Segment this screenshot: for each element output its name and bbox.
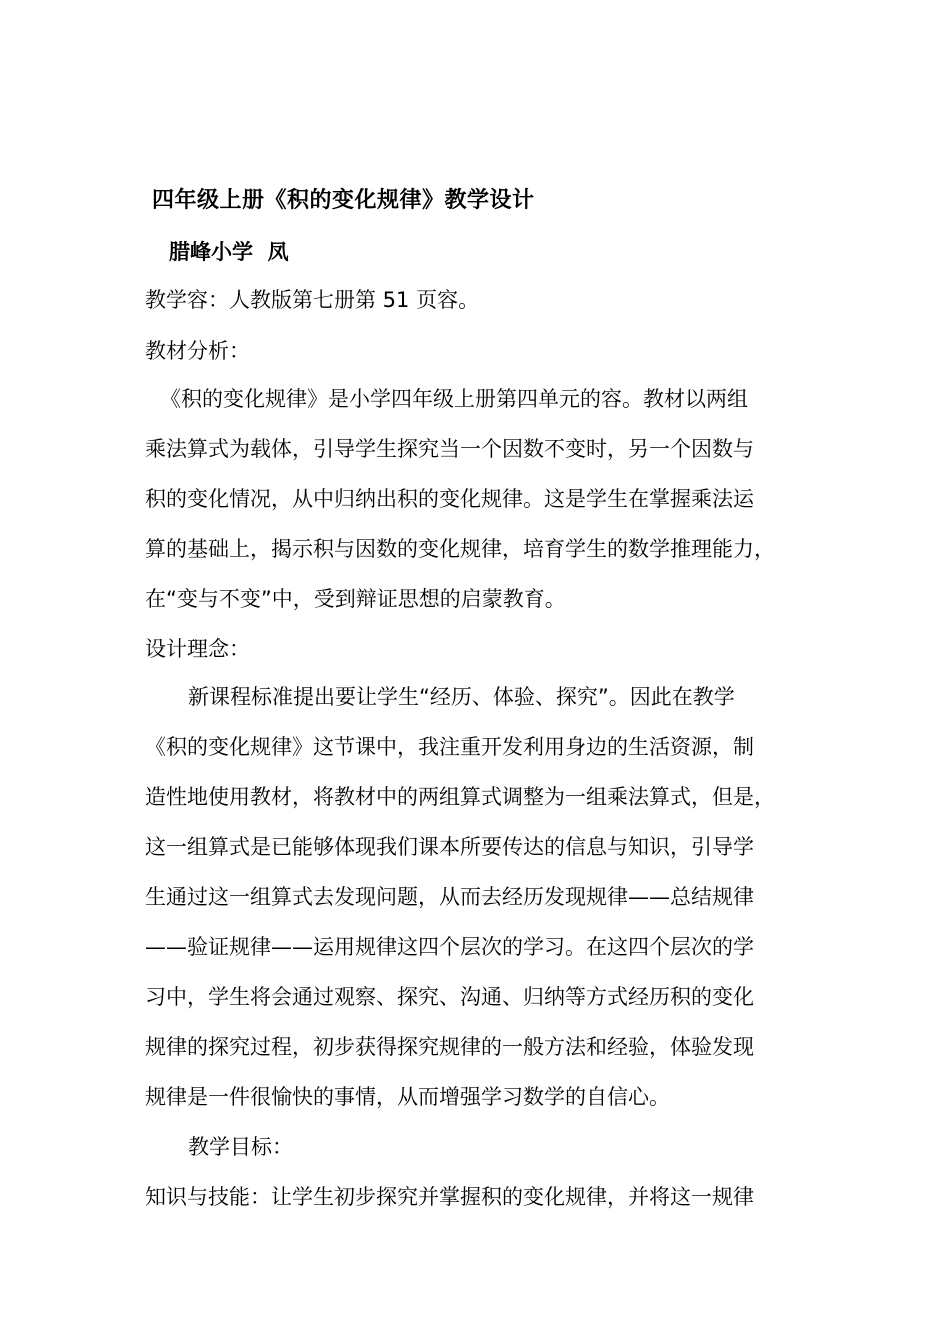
section-heading: 设计理念： <box>145 637 250 661</box>
section-heading: 教学目标： <box>188 1135 293 1159</box>
content-line: 新课程标准提出要让学生“经历、体验、探究”。因此在教学 <box>188 685 735 709</box>
content-line: 《积的变化规律》这节课中，我注重开发利用身边的生活资源，制 <box>145 735 754 759</box>
content-line: 习中，学生将会通过观察、探究、沟通、归纳等方式经历积的变化 <box>145 985 754 1009</box>
content-line: ——验证规律——运用规律这四个层次的学习。在这四个层次的学 <box>145 935 754 959</box>
content-line: 生通过这一组算式去发现问题，从而去经历发现规律——总结规律 <box>145 885 754 909</box>
content-line: 算的基础上，揭示积与因数的变化规律，培育学生的数学推理能力， <box>145 537 775 561</box>
content-line: 积的变化情况，从中归纳出积的变化规律。这是学生在掌握乘法运 <box>145 487 754 511</box>
content-line: 规律的探究过程，初步获得探究规律的一般方法和经验，体验发现 <box>145 1035 754 1059</box>
content-line: 教学容：人教版第七册第 51 页容。 <box>145 288 480 312</box>
content-line: 这一组算式是已能够体现我们课本所要传达的信息与知识，引导学 <box>145 835 754 859</box>
content-line: 乘法算式为载体，引导学生探究当一个因数不变时，另一个因数与 <box>145 437 754 461</box>
content-line: 造性地使用教材，将教材中的两组算式调整为一组乘法算式，但是， <box>145 785 775 809</box>
document-title: 四年级上册《积的变化规律》教学设计 <box>152 188 535 213</box>
content-line: 知识与技能：让学生初步探究并掌握积的变化规律，并将这一规律 <box>145 1185 754 1209</box>
content-line: 在“变与不变”中，受到辩证思想的启蒙教育。 <box>145 587 566 611</box>
author-line: 腊峰小学 凤 <box>169 240 289 264</box>
section-heading: 教材分析： <box>145 339 250 363</box>
content-line: 《积的变化规律》是小学四年级上册第四单元的容。教材以两组 <box>160 387 748 411</box>
content-line: 规律是一件很愉快的事情，从而增强学习数学的自信心。 <box>145 1085 670 1109</box>
